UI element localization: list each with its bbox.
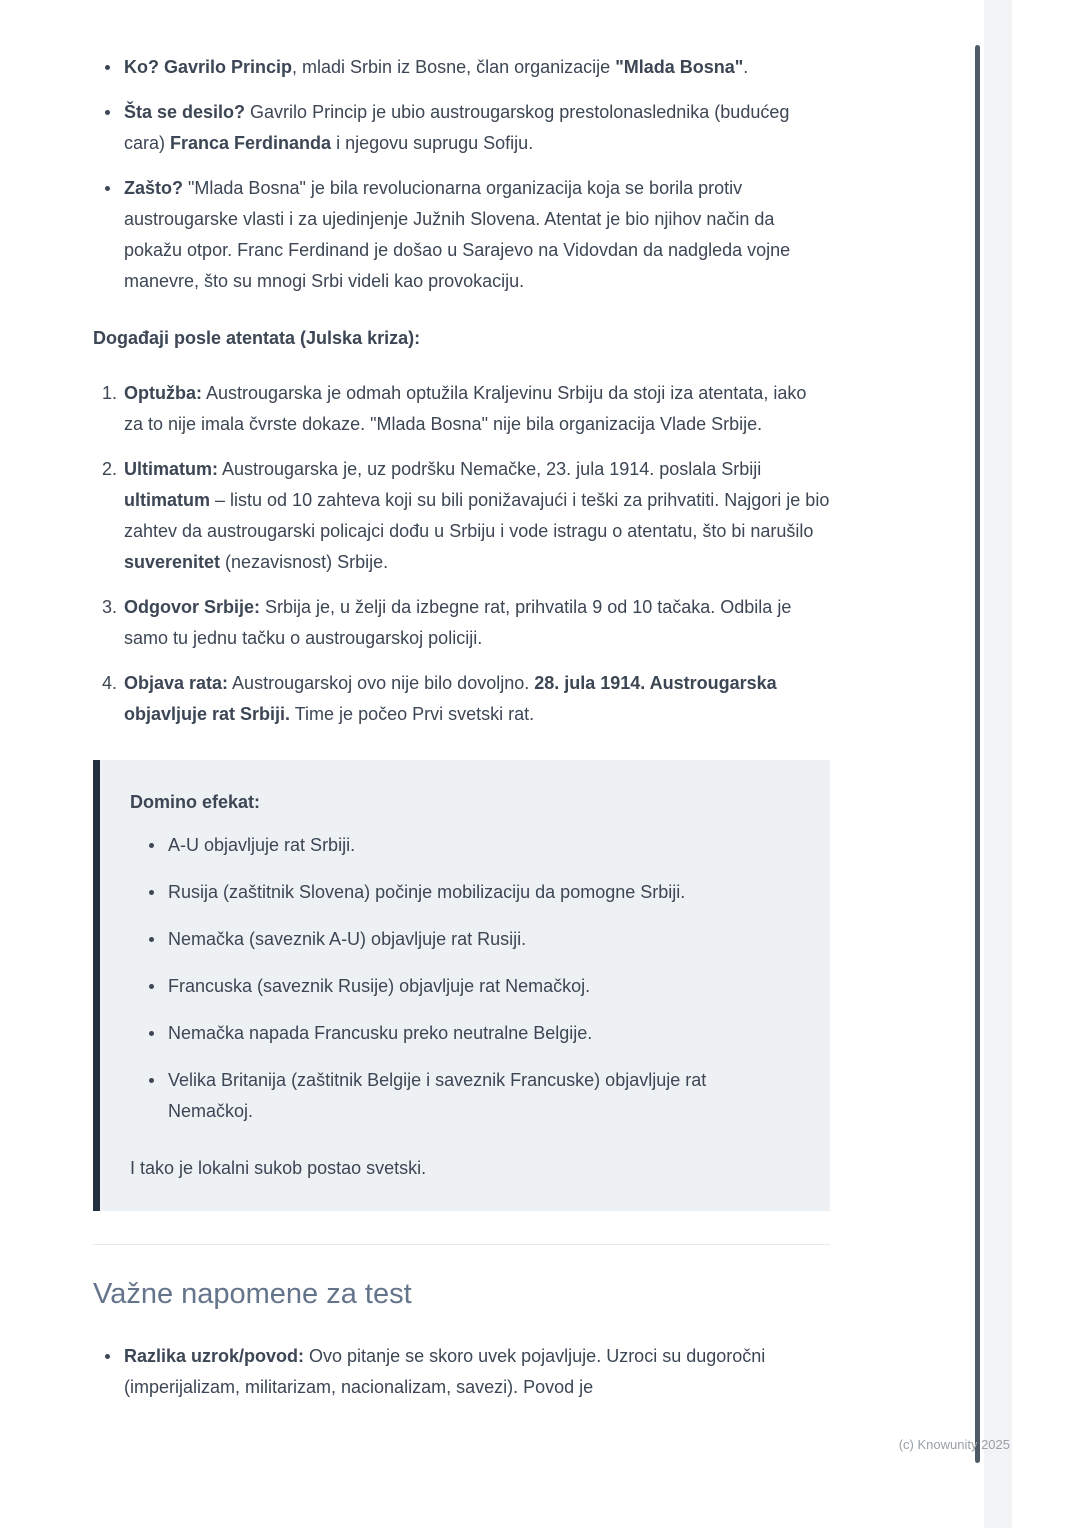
bold-text: Ultimatum: xyxy=(124,459,218,479)
text: , mladi Srbin iz Bosne, član organizacije xyxy=(292,57,616,77)
text: Rusija (zaštitnik Slovena) počinje mobilizaciju da pomogne Srbiji. xyxy=(168,882,686,902)
text: Nemačka (saveznik A-U) objavljuje rat Rusiji. xyxy=(168,929,527,949)
list-item xyxy=(166,877,796,908)
text: Time je počeo Prvi svetski rat. xyxy=(290,704,535,724)
bold-text: Ko? Gavrilo Princip xyxy=(124,57,293,77)
bold-text: Odgovor Srbije: xyxy=(124,597,261,617)
bold-text: Objava rata: xyxy=(124,673,229,693)
bold-text: 28. jula 1914. Austrougarska objavljuje rat Srbiji. xyxy=(124,673,777,724)
text: A-U objavljuje rat Srbiji. xyxy=(168,835,356,855)
callout-closing-text: I tako je lokalni sukob postao svetski. xyxy=(130,1158,427,1178)
section-heading-test-notes: Važne napomene za test xyxy=(93,1278,412,1310)
text: Gavrilo Princip je ubio austrougarskog prestolonaslednika (budućeg cara) xyxy=(124,102,790,153)
text: Austrougarska je, uz podršku Nemačke, 23. jula 1914. poslala Srbiji xyxy=(218,459,762,479)
list-item xyxy=(166,830,796,861)
text: Velika Britanija (zaštitnik Belgije i saveznik Francuske) objavljuje rat Nemačkoj. xyxy=(168,1070,707,1121)
list-item xyxy=(122,52,830,83)
list-item xyxy=(166,1065,796,1127)
scrollbar-thumb[interactable] xyxy=(975,45,980,1463)
events-numbered-list xyxy=(93,378,830,730)
list-item xyxy=(166,1018,796,1049)
bold-text: Franca Ferdinanda xyxy=(170,133,332,153)
list-item xyxy=(122,378,830,440)
text: "Mlada Bosna" je bila revolucionarna organizacija koja se borila protiv austrougarske vlasti i za ujedinjenje Južnih Slovena. Atentat je bio njihov način da pokažu otpor. Franc Ferdinand je došao u Sarajevo na Vidovdan da nadgleda vojne manevre, što su mnogi Srbi videli kao provokaciju. xyxy=(124,178,791,291)
section-divider xyxy=(93,1244,830,1245)
domino-effect-callout xyxy=(93,760,830,1211)
text: Francuska (saveznik Rusije) objavljuje rat Nemačkoj. xyxy=(168,976,591,996)
callout-bullet-list xyxy=(130,830,796,1127)
list-item xyxy=(166,971,796,1002)
bold-text: "Mlada Bosna" xyxy=(615,57,744,77)
bold-text: Zašto? xyxy=(124,178,184,198)
text: Austrougarska je odmah optužila Kraljevinu Srbiju da stoji iza atentata, iako za to nije imala čvrste dokaze. "Mlada Bosna" nije bila organizacija Vlade Srbije. xyxy=(124,383,807,434)
test-notes-bullet-list xyxy=(93,1341,830,1403)
list-item xyxy=(122,668,830,730)
list-item xyxy=(122,97,830,159)
text: Nemačka napada Francusku preko neutralne Belgije. xyxy=(168,1023,593,1043)
bold-text: ultimatum xyxy=(124,490,211,510)
document-page xyxy=(93,52,830,1417)
text: – listu od 10 zahteva koji su bili ponižavajući i teški za prihvatiti. Najgori je bio zahtev da austrougarski policajci dođu u Srbiju i vode istragu o atentatu, što bi narušilo xyxy=(124,490,830,541)
text: (nezavisnost) Srbije. xyxy=(220,552,389,572)
list-item xyxy=(122,173,830,297)
text: Austrougarskoj ovo nije bilo dovoljno. xyxy=(228,673,535,693)
bold-text: Optužba: xyxy=(124,383,202,403)
bold-text: Razlika uzrok/povod: xyxy=(124,1346,305,1366)
callout-title: Domino efekat: xyxy=(130,792,261,812)
intro-bullet-list xyxy=(93,52,830,297)
text: i njegovu suprugu Sofiju. xyxy=(331,133,534,153)
text: . xyxy=(743,57,749,77)
text: Ovo pitanje se skoro uvek pojavljuje. Uzroci su dugoročni (imperijalizam, militarizam, nacionalizam, savezi). Povod je xyxy=(124,1346,766,1397)
bold-text: suverenitet xyxy=(124,552,221,572)
copyright-footer: (c) Knowunity 2025 xyxy=(898,1437,1010,1452)
list-item xyxy=(122,1341,830,1403)
section-heading-julska-kriza: Događaji posle atentata (Julska kriza): xyxy=(93,328,421,348)
list-item xyxy=(122,592,830,654)
list-item xyxy=(122,454,830,578)
scrollbar-track[interactable] xyxy=(984,0,1012,1528)
list-item xyxy=(166,924,796,955)
bold-text: Šta se desilo? xyxy=(124,102,246,122)
text: Srbija je, u želji da izbegne rat, prihvatila 9 od 10 tačaka. Odbila je samo tu jednu tačku o austrougarskoj policiji. xyxy=(124,597,792,648)
